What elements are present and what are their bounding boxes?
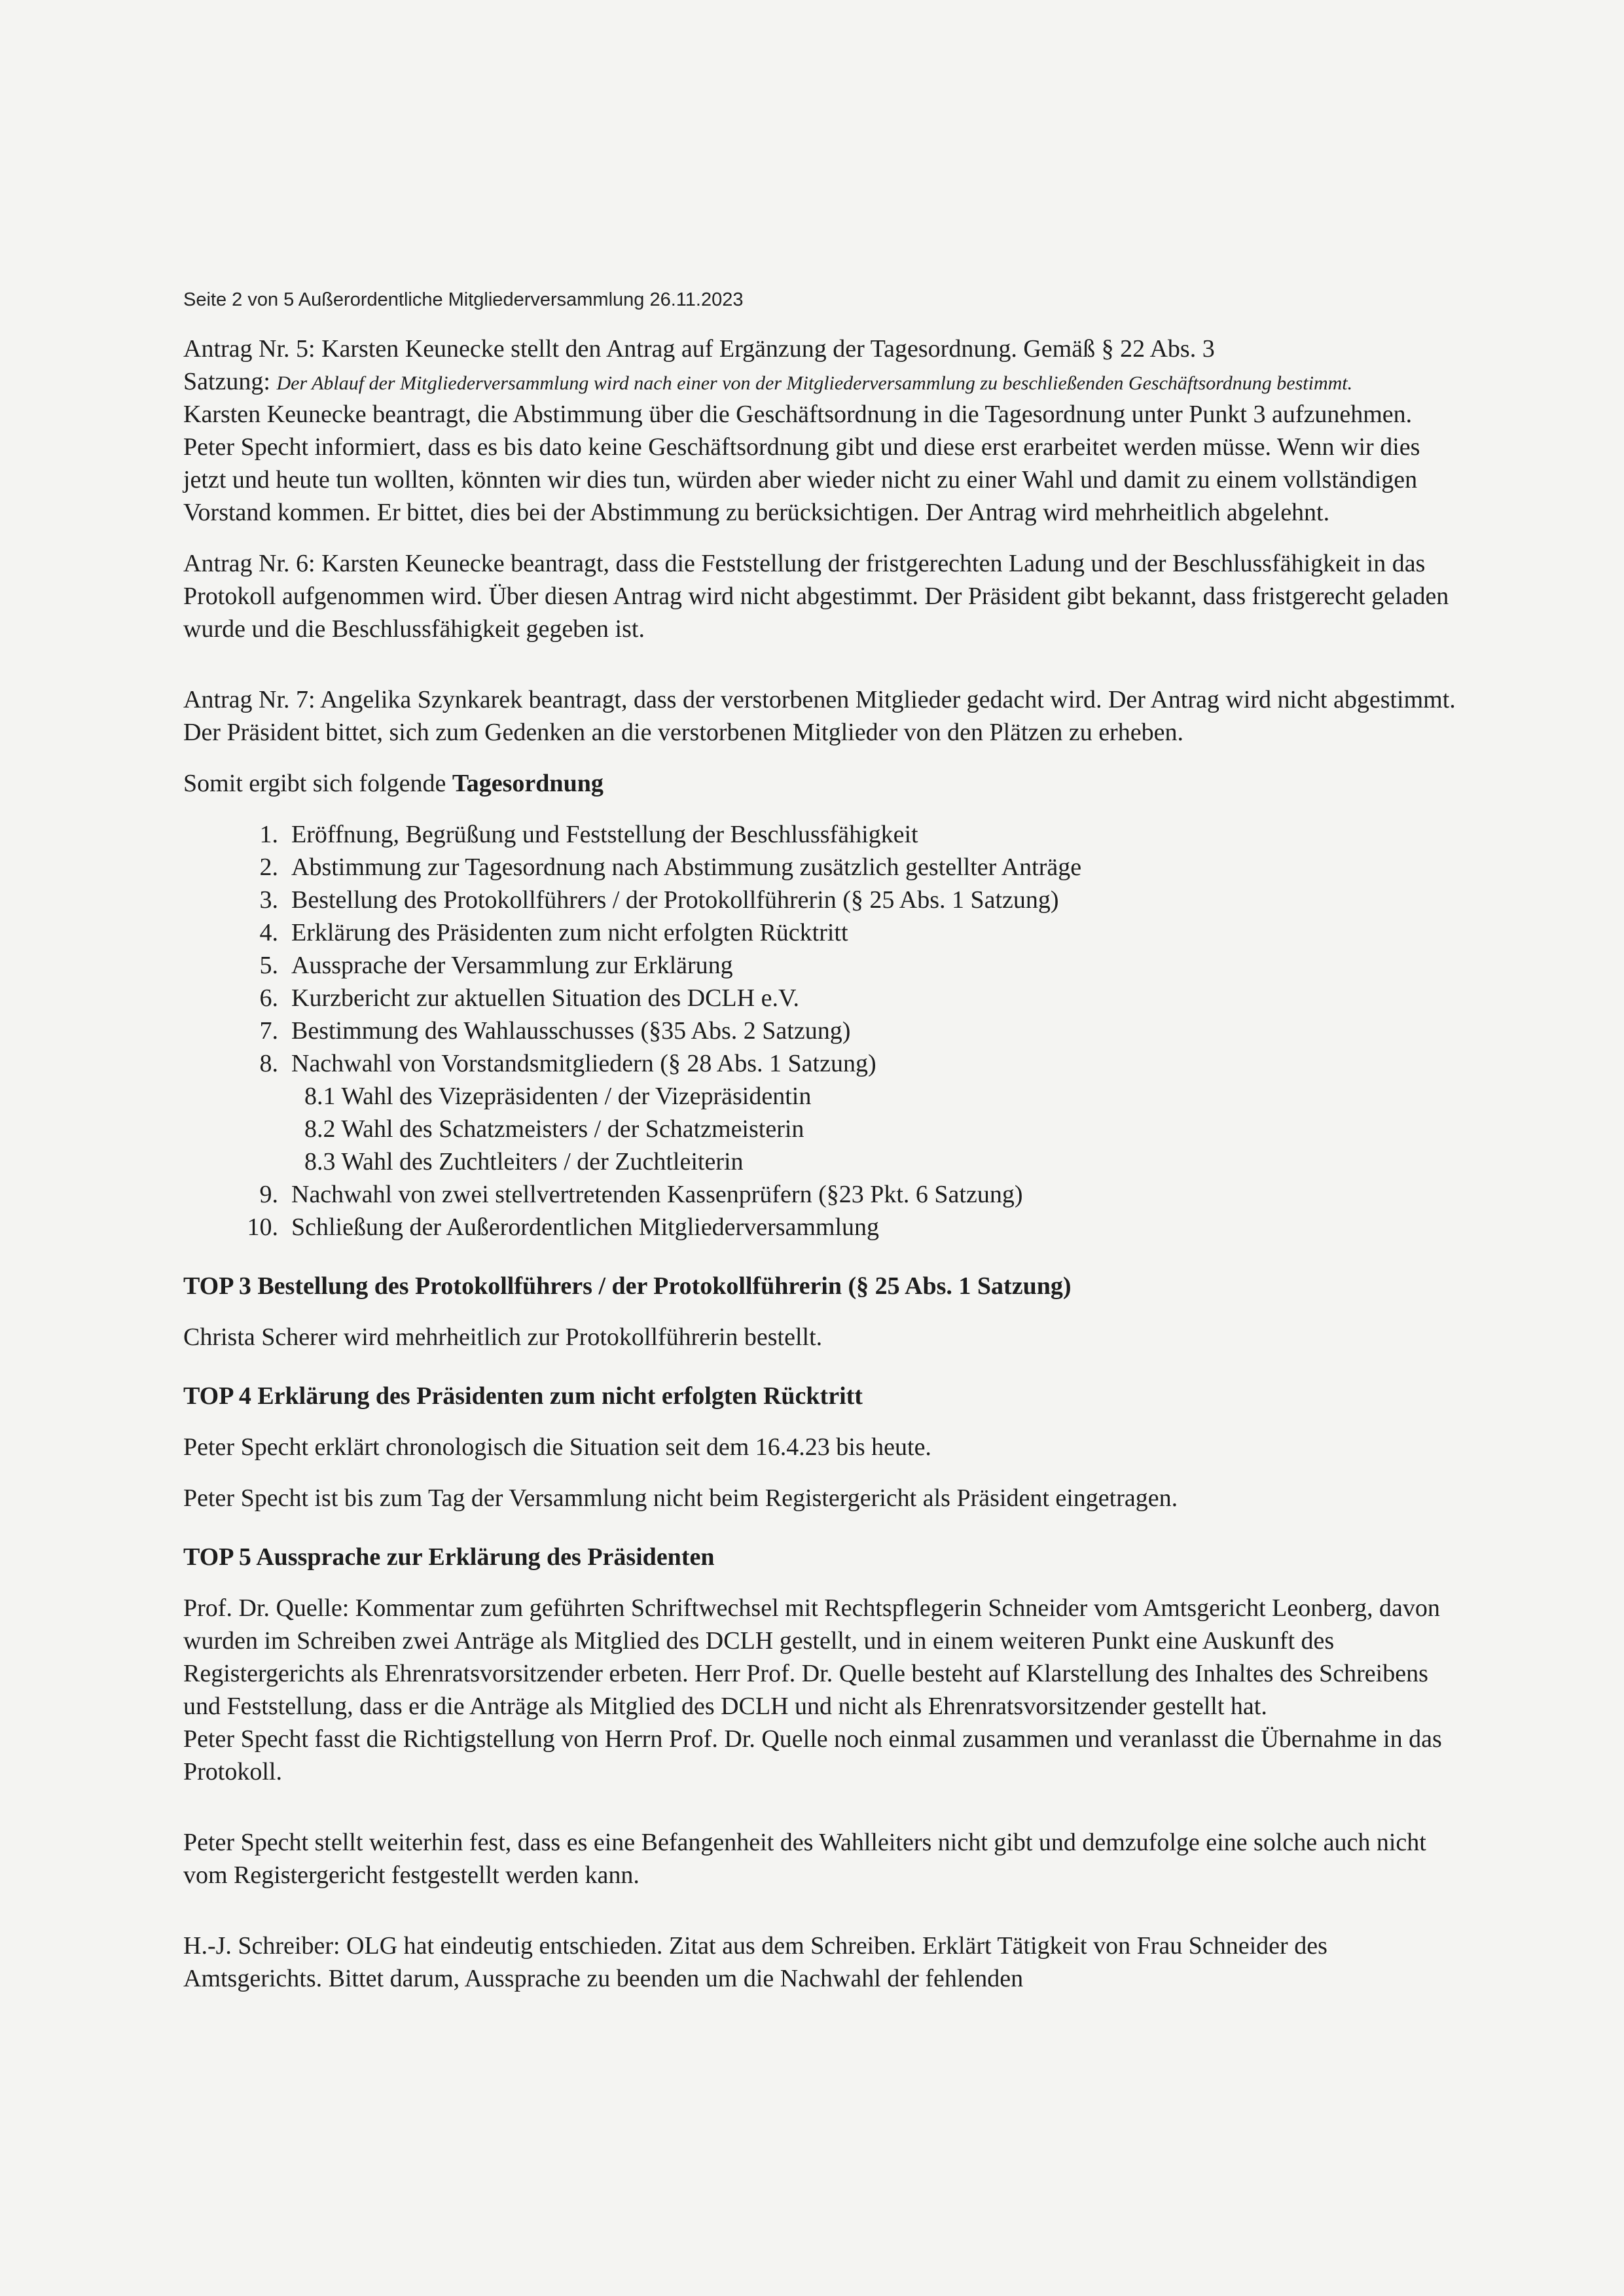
agenda-sub-item: 8.3 Wahl des Zuchtleiters / der Zuchtleiterin xyxy=(304,1148,744,1175)
top5-text1: Prof. Dr. Quelle: Kommentar zum geführten Schriftwechsel mit Rechtspflegerin Schneider vom Amtsgericht Leonberg, davon wurden im Schreiben zwei Anträge als Mitglied des DCLH gestellt, und in einem weiteren Punkt eine Auskunft des Registergerichts als Ehrenratsvorsitzender erbeten. Herr Prof. Dr. Quelle besteht auf Klarstellung des Inhaltes des Schreibens und Feststellung, dass er die Anträge als Mitglied des DCLH und nicht als Ehrenratsvorsitzender gestellt hat. xyxy=(183,1594,1440,1720)
top4-text2: Peter Specht ist bis zum Tag der Versammlung nicht beim Registergericht als Präsident eingetragen. xyxy=(183,1484,1178,1512)
agenda-text: Eröffnung, Begrüßung und Feststellung der Beschlussfähigkeit xyxy=(291,821,918,848)
agenda-sub-item: 8.1 Wahl des Vizepräsidenten / der Vizepräsidentin xyxy=(304,1083,812,1110)
agenda-item xyxy=(183,851,1466,884)
page-header: Seite 2 von 5 Außerordentliche Mitgliederversammlung 26.11.2023 xyxy=(183,289,744,310)
agenda-num: 3. xyxy=(259,886,278,914)
agenda-text: Abstimmung zur Tagesordnung nach Abstimmung zusätzlich gestellter Anträge xyxy=(291,853,1082,881)
agenda-sub-items xyxy=(183,1080,1466,1178)
antrag6-paragraph: Antrag Nr. 6: Karsten Keunecke beantragt, dass die Feststellung der fristgerechten Ladung und der Beschlussfähigkeit in das Protokoll aufgenommen wird. Über diesen Antrag wird nicht abgestimmt. Der Präsident gibt bekannt, dass fristgerecht geladen wurde und die Beschlussfähigkeit gegeben ist. xyxy=(183,550,1449,643)
agenda-num: 7. xyxy=(259,1017,278,1045)
agenda-text: Kurzbericht zur aktuellen Situation des DCLH e.V. xyxy=(291,984,799,1012)
satzung-quote: Der Ablauf der Mitgliederversammlung wird nach einer von der Mitgliederversammlung zu beschließenden Geschäftsordnung bestimmt. xyxy=(276,372,1353,394)
agenda-num: 1. xyxy=(259,821,278,848)
agenda-item xyxy=(183,949,1466,982)
agenda-text: Nachwahl von zwei stellvertretenden Kassenprüfern (§23 Pkt. 6 Satzung) xyxy=(291,1181,1023,1208)
tagesordnung-intro xyxy=(183,767,1466,800)
agenda-list xyxy=(183,818,1466,1244)
agenda-item xyxy=(183,884,1466,916)
document-body xyxy=(183,288,1466,1995)
agenda-item xyxy=(183,1211,1466,1244)
agenda-item xyxy=(183,982,1466,1014)
agenda-text: Schließung der Außerordentlichen Mitgliederversammlung xyxy=(291,1213,880,1241)
top5-text2: Peter Specht fasst die Richtigstellung von Herrn Prof. Dr. Quelle noch einmal zusammen und veranlasst die Übernahme in das Protokoll. xyxy=(183,1725,1442,1785)
top5-text4: H.-J. Schreiber: OLG hat eindeutig entschieden. Zitat aus dem Schreiben. Erklärt Tätigkeit von Frau Schneider des Amtsgerichts. Bittet darum, Aussprache zu beenden um die Nachwahl der fehlenden xyxy=(183,1932,1327,1992)
agenda-num: 8. xyxy=(259,1050,278,1077)
top5-text3: Peter Specht stellt weiterhin fest, dass es eine Befangenheit des Wahlleiters nicht gibt und demzufolge eine solche auch nicht vom Registergericht festgestellt werden kann. xyxy=(183,1829,1426,1889)
antrag5-satzung xyxy=(183,365,1466,398)
agenda-text: Erklärung des Präsidenten zum nicht erfolgten Rücktritt xyxy=(291,919,848,946)
agenda-item xyxy=(183,1014,1466,1047)
agenda-num: 2. xyxy=(259,853,278,881)
agenda-num: 6. xyxy=(259,984,278,1012)
top5-heading: TOP 5 Aussprache zur Erklärung des Präsidenten xyxy=(183,1543,715,1571)
top4-text1: Peter Specht erklärt chronologisch die Situation seit dem 16.4.23 bis heute. xyxy=(183,1433,931,1461)
agenda-num: 9. xyxy=(259,1181,278,1208)
top4-heading: TOP 4 Erklärung des Präsidenten zum nicht erfolgten Rücktritt xyxy=(183,1382,863,1410)
antrag5-text2: Karsten Keunecke beantragt, die Abstimmung über die Geschäftsordnung in die Tagesordnung unter Punkt 3 aufzunehmen. xyxy=(183,401,1413,428)
agenda-text: Bestimmung des Wahlausschusses (§35 Abs. 2 Satzung) xyxy=(291,1017,851,1045)
antrag5-line1: Antrag Nr. 5: Karsten Keunecke stellt den Antrag auf Ergänzung der Tagesordnung. Gemäß § 22 Abs. 3 xyxy=(183,335,1215,363)
agenda-text: Bestellung des Protokollführers / der Protokollführerin (§ 25 Abs. 1 Satzung) xyxy=(291,886,1059,914)
agenda-text: Nachwahl von Vorstandsmitgliedern (§ 28 Abs. 1 Satzung) xyxy=(291,1050,876,1077)
agenda-num: 10. xyxy=(247,1213,278,1241)
agenda-sub-item: 8.2 Wahl des Schatzmeisters / der Schatzmeisterin xyxy=(304,1115,804,1143)
satzung-label: Satzung: xyxy=(183,368,270,395)
top3-heading: TOP 3 Bestellung des Protokollführers / der Protokollführerin (§ 25 Abs. 1 Satzung) xyxy=(183,1272,1072,1300)
agenda-text: Aussprache der Versammlung zur Erklärung xyxy=(291,952,733,979)
agenda-num: 4. xyxy=(259,919,278,946)
antrag5-text3: Peter Specht informiert, dass es bis dato keine Geschäftsordnung gibt und diese erst erarbeitet werden müsse. Wenn wir dies jetzt und heute tun wollten, könnten wir dies tun, würden aber wieder nicht zu einer Wahl und damit zu einem vollständigen Vorstand kommen. Er bittet, dies bei der Abstimmung zu berücksichtigen. Der Antrag wird mehrheitlich abgelehnt. xyxy=(183,433,1420,526)
agenda-num: 5. xyxy=(259,952,278,979)
agenda-item xyxy=(183,1178,1466,1211)
agenda-item xyxy=(183,916,1466,949)
top3-text: Christa Scherer wird mehrheitlich zur Protokollführerin bestellt. xyxy=(183,1323,823,1351)
antrag7-paragraph: Antrag Nr. 7: Angelika Szynkarek beantragt, dass der verstorbenen Mitglieder gedacht wird. Der Antrag wird nicht abgestimmt. Der Präsident bittet, sich zum Gedenken an die verstorbenen Mitglieder von den Plätzen zu erheben. xyxy=(183,686,1456,746)
tagesordnung-word: Tagesordnung xyxy=(452,770,604,797)
tagesordnung-intro-text: Somit ergibt sich folgende xyxy=(183,770,446,797)
agenda-item xyxy=(183,1047,1466,1080)
agenda-item xyxy=(183,818,1466,851)
